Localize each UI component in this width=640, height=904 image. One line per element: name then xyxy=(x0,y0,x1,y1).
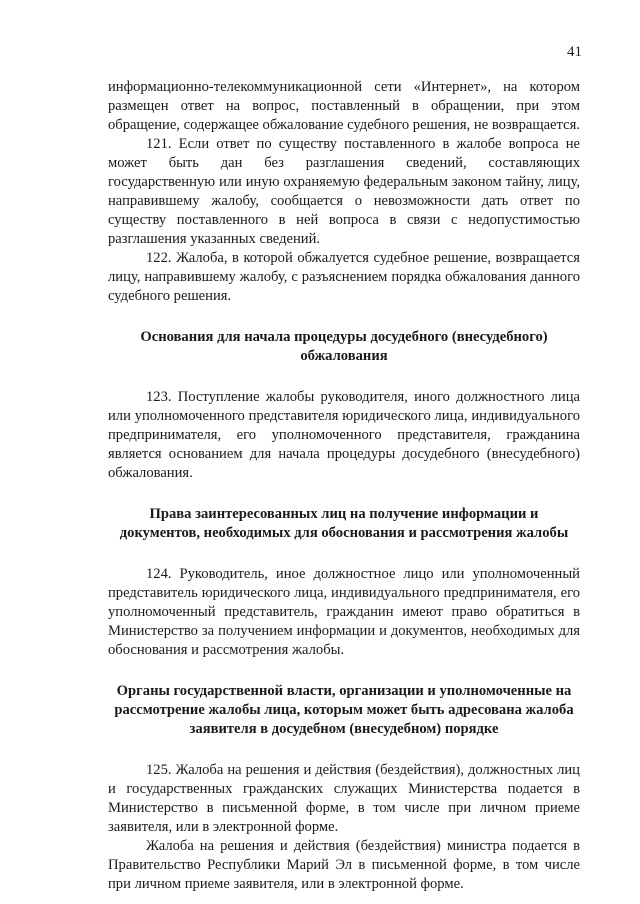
paragraph-121: 121. Если ответ по существу поставленного в жалобе вопроса не может быть дан без разглашения сведений, составляющих государственную или иную охраняемую федеральным законом тайну, лицу, направившему жалобу, сообщается о невозможности дать ответ по существу поставленного в ней вопроса в связи с недопустимостью разглашения указанных сведений. xyxy=(108,136,580,247)
paragraph-continuation: информационно-телекоммуникационной сети «Интернет», на котором размещен ответ на вопрос, поставленный в обращении, при этом обращение, содержащее обжалование судебного решения, не возвращается. xyxy=(108,79,580,133)
page-number: 41 xyxy=(567,44,582,60)
paragraph-minister-complaint: Жалоба на решения и действия (бездействия) министра подается в Правительство Республики Марий Эл в письменной форме, в том числе при личном приеме заявителя, или в электронной форме. xyxy=(108,838,580,892)
paragraph-124: 124. Руководитель, иное должностное лицо или уполномоченный представитель юридического лица, индивидуального предпринимателя, его уполномоченный представитель, гражданин имеют право обратиться в Министерство за получением информации и документов, необходимых для обоснования и рассмотрения жалобы. xyxy=(108,566,580,658)
paragraph-122: 122. Жалоба, в которой обжалуется судебное решение, возвращается лицу, направившему жалобу, с разъяснением порядка обжалования данного судебного решения. xyxy=(108,250,580,304)
section-heading-rights: Права заинтересованных лиц на получение информации и документов, необходимых для обоснования и рассмотрения жалобы xyxy=(119,506,569,541)
section-heading-authorities: Органы государственной власти, организации и уполномоченные на рассмотрение жалобы лица, которым может быть адресована жалоба заявителя в досудебном (внесудебном) порядке xyxy=(114,683,574,737)
paragraph-125: 125. Жалоба на решения и действия (бездействия), должностных лиц и государственных гражданских служащих Министерства подается в Министерство в письменной форме, в том числе при личном приеме заявителя, или в электронной форме. xyxy=(108,762,580,835)
document-body xyxy=(108,78,580,894)
section-heading-grounds: Основания для начала процедуры досудебного (внесудебного) обжалования xyxy=(140,329,548,364)
paragraph-123: 123. Поступление жалобы руководителя, иного должностного лица или уполномоченного представителя юридического лица, индивидуального предпринимателя, его уполномоченного представителя, гражданина является основанием для начала процедуры досудебного (внесудебного) обжалования. xyxy=(108,389,580,481)
